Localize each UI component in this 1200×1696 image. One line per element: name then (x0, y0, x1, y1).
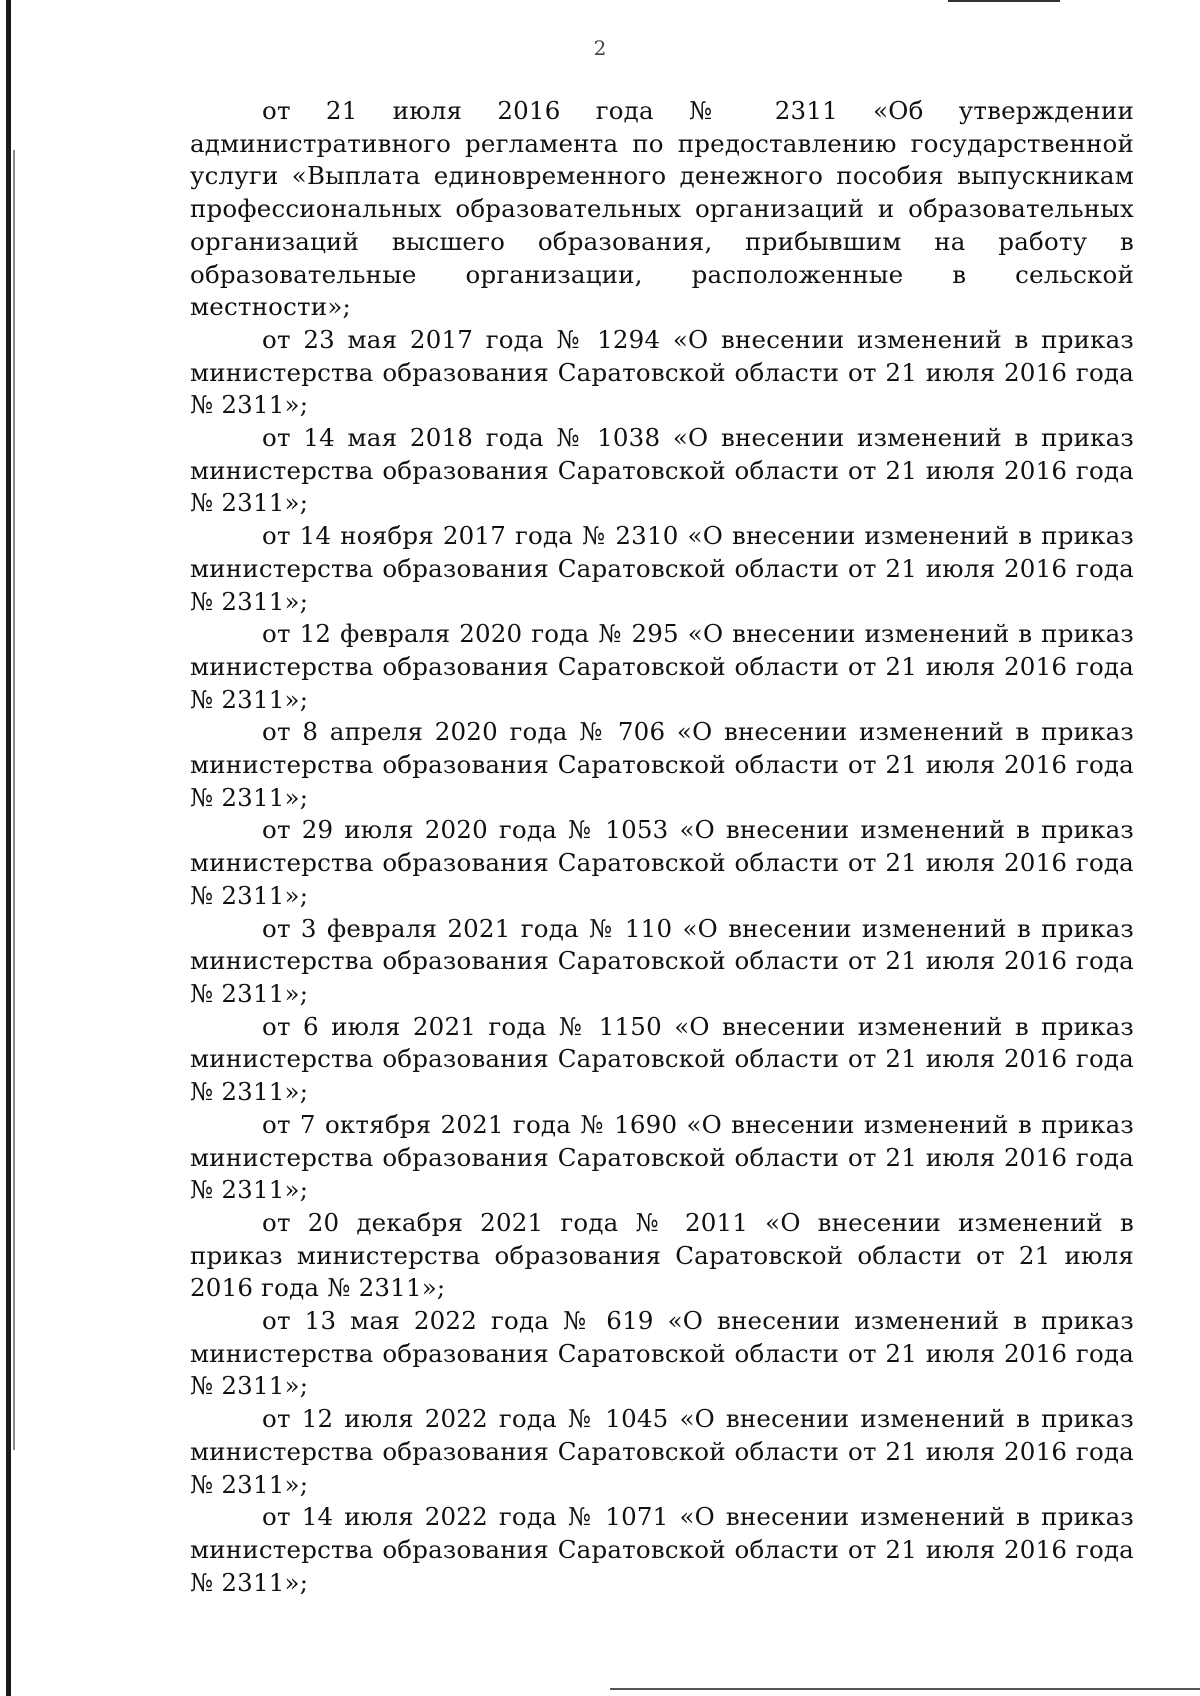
scan-binding-shadow (13, 150, 15, 1450)
page-number: 2 (593, 36, 607, 60)
order-item-1: от 21 июля 2016 года № 2311 «Об утверждении административного регламента по предоставлению государственной услуги «Выплата единовременного денежного пособия выпускникам профессиональных образовательных организаций и образовательных организаций высшего образования, прибывшим на работу в образовательные организации, расположенные в сельской местности»; (190, 96, 1134, 322)
top-rule-line (948, 0, 1060, 2)
order-item-2: от 23 мая 2017 года № 1294 «О внесении изменений в приказ министерства образования Саратовской области от 21 июля 2016 года № 2311»; (190, 324, 1134, 420)
order-item-4: от 14 ноября 2017 года № 2310 «О внесении изменений в приказ министерства образования Саратовской области от 21 июля 2016 года № 2311»; (190, 521, 1134, 616)
order-item-14: от 14 июля 2022 года № 1071 «О внесении изменений в приказ министерства образования Саратовской области от 21 июля 2016 года № 2311»; (190, 1502, 1134, 1597)
order-item-5: от 12 февраля 2020 года № 295 «О внесении изменений в приказ министерства образования Саратовской области от 21 июля 2016 года № 2311»; (190, 619, 1134, 714)
order-item-7: от 29 июля 2020 года № 1053 «О внесении изменений в приказ министерства образования Саратовской области от 21 июля 2016 года № 2311»; (190, 815, 1134, 910)
order-item-9: от 6 июля 2021 года № 1150 «О внесении изменений в приказ министерства образования Саратовской области от 21 июля 2016 года № 2311»; (190, 1011, 1134, 1107)
order-item-6: от 8 апреля 2020 года № 706 «О внесении изменений в приказ министерства образования Саратовской области от 21 июля 2016 года № 2311»; (190, 717, 1134, 812)
order-item-11: от 20 декабря 2021 года № 2011 «О внесении изменений в приказ министерства образования Саратовской области от 21 июля 2016 года № 2311»; (190, 1207, 1134, 1303)
order-item-10: от 7 октября 2021 года № 1690 «О внесении изменений в приказ министерства образования Саратовской области от 21 июля 2016 года № 2311»; (190, 1109, 1134, 1205)
order-item-8: от 3 февраля 2021 года № 110 «О внесении изменений в приказ министерства образования Саратовской области от 21 июля 2016 года № 2311»; (190, 913, 1134, 1008)
bottom-rule-line (610, 1688, 1200, 1690)
scan-binding-edge (6, 0, 11, 1696)
order-item-13: от 12 июля 2022 года № 1045 «О внесении изменений в приказ министерства образования Саратовской области от 21 июля 2016 года № 2311»; (190, 1404, 1134, 1499)
document-body (190, 95, 1134, 1599)
order-item-3: от 14 мая 2018 года № 1038 «О внесении изменений в приказ министерства образования Саратовской области от 21 июля 2016 года № 2311»; (190, 423, 1134, 518)
order-item-12: от 13 мая 2022 года № 619 «О внесении изменений в приказ министерства образования Саратовской области от 21 июля 2016 года № 2311»; (190, 1306, 1134, 1401)
